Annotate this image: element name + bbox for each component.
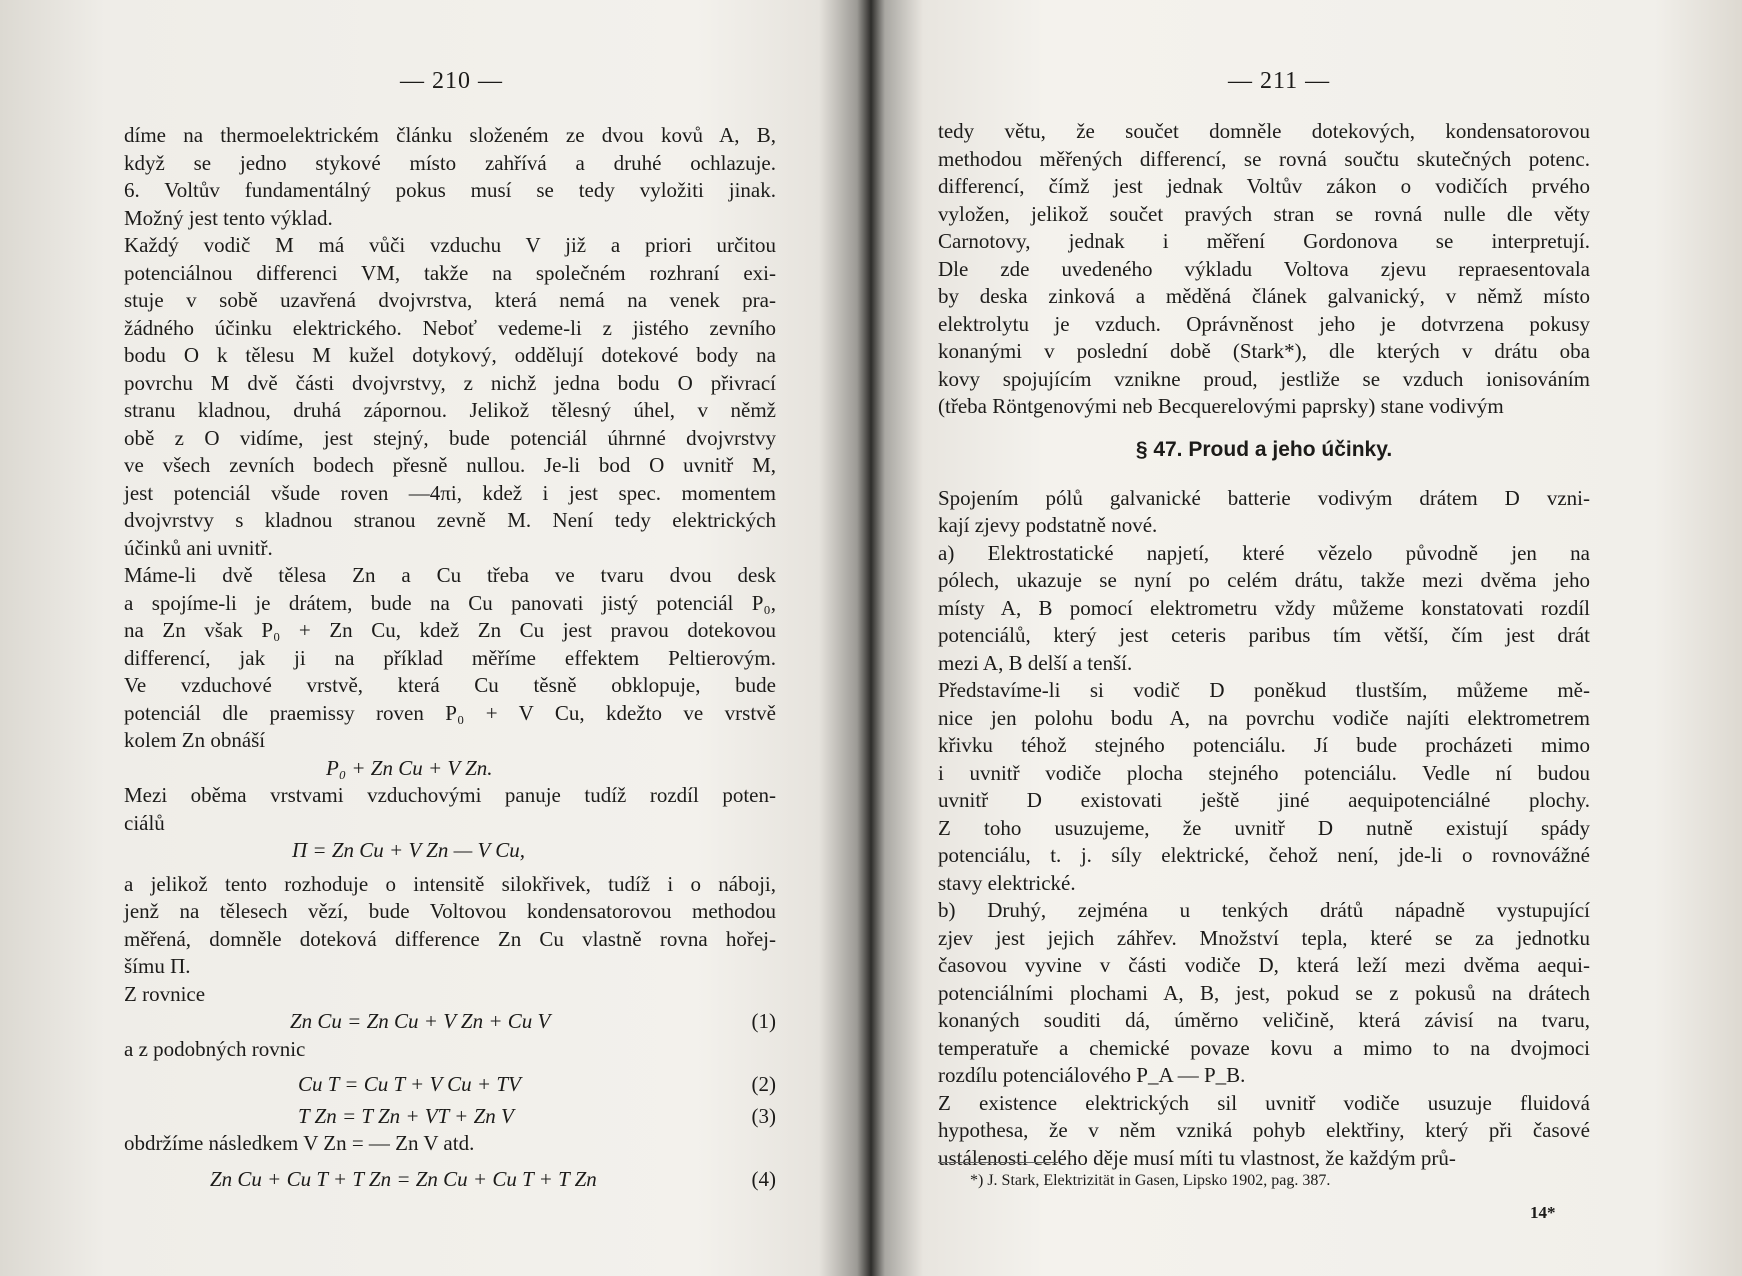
footnote-rule	[938, 1162, 1058, 1163]
text-line: obdržíme následkem V Zn = — Zn V atd.	[124, 1131, 475, 1155]
text-line: a spojíme-li je drátem, bude na Cu panovati jistý potenciál P₀,	[124, 590, 776, 615]
text-line: stuje v sobě uzavřená dvojvrstva, která nemá na venek pra-	[124, 288, 776, 312]
text-line: zjev jest jejich záhřev. Množství tepla, které se za jednotku	[938, 925, 1590, 950]
text-line: kají zjevy podstatně nové.	[938, 513, 1158, 537]
right-page	[890, 0, 1742, 1276]
text-line: dvojvrstvy s kladnou stranou zevně M. Není tedy elektrických	[124, 508, 776, 532]
text-line: Každý vodič M má vůči vzduchu V již a priori určitou	[124, 233, 776, 257]
text-line: uvnitř D existovati ještě jiné aequipotenciálné plochy.	[938, 788, 1590, 812]
text-line: bodu O k tělesu M kužel dotykový, oddělují dotekové body na	[124, 343, 776, 367]
text-line: konanými v poslední době (Stark*), dle kterých v drátu oba	[938, 339, 1590, 363]
text-line: differencí, jak ji na příklad měříme effektem Peltierovým.	[124, 645, 776, 670]
text-line: elektrolytu je vzduch. Oprávněnost jeho je dotvrzena pokusy	[938, 311, 1590, 336]
text-line: jest potenciál všude roven —4πi, kdež i jest spec. momentem	[124, 480, 776, 505]
text-line: Představíme-li si vodič D poněkud tlustším, můžeme mě-	[938, 678, 1590, 702]
text-line: kovy spojujícím vznikne proud, jestliže se vzduch ionisováním	[938, 366, 1590, 391]
text-line: (třeba Röntgenovými neb Becquerelovými paprsky) stane vodivým	[938, 394, 1504, 418]
page-number: — 211 —	[1228, 68, 1331, 94]
text-line: žádného účinku elektrického. Neboť vedeme-li z jistého zevního	[124, 315, 776, 340]
text-line: ve všech zevních bodech přesně nullou. Je-li bod O uvnitř M,	[124, 453, 776, 477]
text-line: časovou vyvine v části vodiče D, která leží mezi dvěma aequi-	[938, 953, 1590, 977]
footnote: *) J. Stark, Elektrizität in Gasen, Lipsko 1902, pag. 387.	[970, 1172, 1331, 1189]
text-line: křivku téhož stejného potenciálu. Jí bude procházeti mimo	[938, 733, 1590, 757]
text-line: když se jedno stykové místo zahřívá a druhé ochlazuje.	[124, 150, 776, 175]
text-line: kolem Zn obnáší	[124, 728, 266, 752]
text-line: a z podobných rovnic	[124, 1036, 306, 1061]
text-line: Z toho usuzujeme, že uvnitř D nutně existují spády	[938, 815, 1590, 840]
equation: Π = Zn Cu + V Zn — V Cu,	[292, 838, 525, 862]
text-line: stavy elektrické.	[938, 870, 1076, 895]
equation-1: Zn Cu = Zn Cu + V Zn + Cu V (1)	[290, 1009, 776, 1033]
equation-2: Cu T = Cu T + V Cu + TV (2)	[298, 1072, 776, 1096]
section-heading: § 47. Proud a jeho účinky.	[1135, 437, 1393, 461]
text-line: povrchu M dvě části dvojvrstvy, z nichž jedna bodu O přivrací	[124, 370, 776, 395]
text-line: Z existence elektrických sil uvnitř vodiče usuzuje fluidová	[938, 1090, 1590, 1115]
text-line: Carnotovy, jednak i měření Gordonova se interpretují.	[938, 229, 1590, 253]
text-line: tedy větu, že součet domněle dotekových, kondensatorovou	[938, 119, 1590, 143]
text-line: rozdílu potenciálového P_A — P_B.	[938, 1063, 1246, 1087]
text-line: methodou měřených differencí, se rovná součtu skutečných potenc.	[938, 146, 1590, 171]
text-line: potenciálů, který jest ceteris paribus tím větší, čím jest drát	[938, 623, 1590, 647]
text-line: díme na thermoelektrickém článku složeném ze dvou kovů A, B,	[124, 123, 776, 147]
text-line: měřená, domněle doteková difference Zn Cu vlastně rovna hořej-	[124, 926, 776, 951]
equation-3: T Zn = T Zn + VT + Zn V (3)	[298, 1103, 776, 1128]
text-line: 6. Voltův fundamentálný pokus musí se tedy vyložiti jinak.	[124, 178, 776, 202]
text-line: Možný jest tento výklad.	[124, 205, 333, 230]
text-line: vyložen, jelikož součet pravých stran se rovná nulle dle věty	[938, 201, 1590, 226]
text-line: místy A, B pomocí elektrometru vždy můžeme konstatovati rozdíl	[938, 595, 1590, 620]
text-line: nice jen polohu bodu A, na povrchu vodiče najíti elektrometrem	[938, 705, 1590, 730]
text-line: Máme-li dvě tělesa Zn a Cu třeba ve tvaru dvou desk	[124, 563, 776, 587]
text-line: differencí, čímž jest jednak Voltův zákon o vodičích prvého	[938, 174, 1590, 198]
text-line: Dle zde uvedeného výkladu Voltova zjevu repraesentovala	[938, 256, 1590, 281]
text-line: by deska zinková a měděná článek galvanický, v němž místo	[938, 284, 1590, 308]
text-line: pólech, ukazuje se nyní po celém drátu, takže mezi dvěma jeho	[938, 568, 1590, 592]
text-line: temperatuře a chemické povaze kovu a mimo to na dvojmoci	[938, 1035, 1590, 1060]
text-line: stranu kladnou, druhá zápornou. Jelikož tělesný úhel, v němž	[124, 398, 776, 422]
text-line: a) Elektrostatické napjetí, které vězelo původně jen na	[938, 540, 1590, 565]
text-line: potenciálnou differenci VM, takže na společném rozhraní exi-	[124, 260, 776, 285]
text-line: Z rovnice	[124, 981, 206, 1006]
text-line: i uvnitř vodiče plocha stejného potenciálu. Vedle ní budou	[938, 760, 1590, 785]
text-line: obě z O vidíme, jest stejný, bude potenciál úhrnné dvojvrstvy	[124, 425, 776, 450]
text-line: b) Druhý, zejména u tenkých drátů nápadně vystupující	[938, 898, 1590, 922]
signature-mark: 14*	[1530, 1203, 1556, 1222]
text-line: jenž na tělesech vězí, bude Voltovou kondensatorovou methodou	[124, 899, 776, 923]
text-line: Mezi oběma vrstvami vzduchovými panuje tudíž rozdíl poten-	[124, 783, 776, 807]
text-line: potenciálními plochami A, B, jest, pokud se z pokusů na drátech	[938, 980, 1590, 1005]
text-line: Ve vzduchové vrstvě, která Cu těsně obklopuje, bude	[124, 673, 776, 697]
equation-4: Zn Cu + Cu T + T Zn = Zn Cu + Cu T + T Zn (4)	[210, 1166, 776, 1191]
equation: P₀ + Zn Cu + V Zn.	[326, 755, 493, 780]
page-text	[938, 118, 1590, 1172]
text-line: mezi A, B delší a tenší.	[938, 650, 1133, 675]
text-line: hypothesa, že v něm vzniká pohyb elektřiny, který při časové	[938, 1118, 1590, 1142]
left-page	[0, 0, 860, 1276]
text-line: a jelikož tento rozhoduje o intensitě silokřivek, tudíž i o náboji,	[124, 871, 776, 896]
text-line: účinků ani uvnitř.	[124, 535, 273, 560]
text-line: šímu Π.	[124, 954, 191, 978]
text-line: potenciál dle praemissy roven P₀ + V Cu, kdežto ve vrstvě	[124, 700, 776, 725]
page-number: — 210 —	[400, 68, 503, 94]
text-line: potenciálu, t. j. síly elektrické, čehož není, jde-li o rovnovážné	[938, 843, 1590, 867]
text-line: na Zn však P₀ + Zn Cu, kdež Zn Cu jest pravou dotekovou	[124, 618, 776, 642]
text-line: konaných souditi dá, úměrno veličině, která závisí na tvaru,	[938, 1008, 1590, 1032]
text-line: Spojením pólů galvanické batterie vodivým drátem D vzni-	[938, 485, 1590, 510]
text-line: ustálenosti celého děje musí míti tu vlastnost, že každým prů-	[938, 1145, 1456, 1170]
text-line: ciálů	[124, 810, 165, 835]
page-text	[124, 122, 776, 1193]
